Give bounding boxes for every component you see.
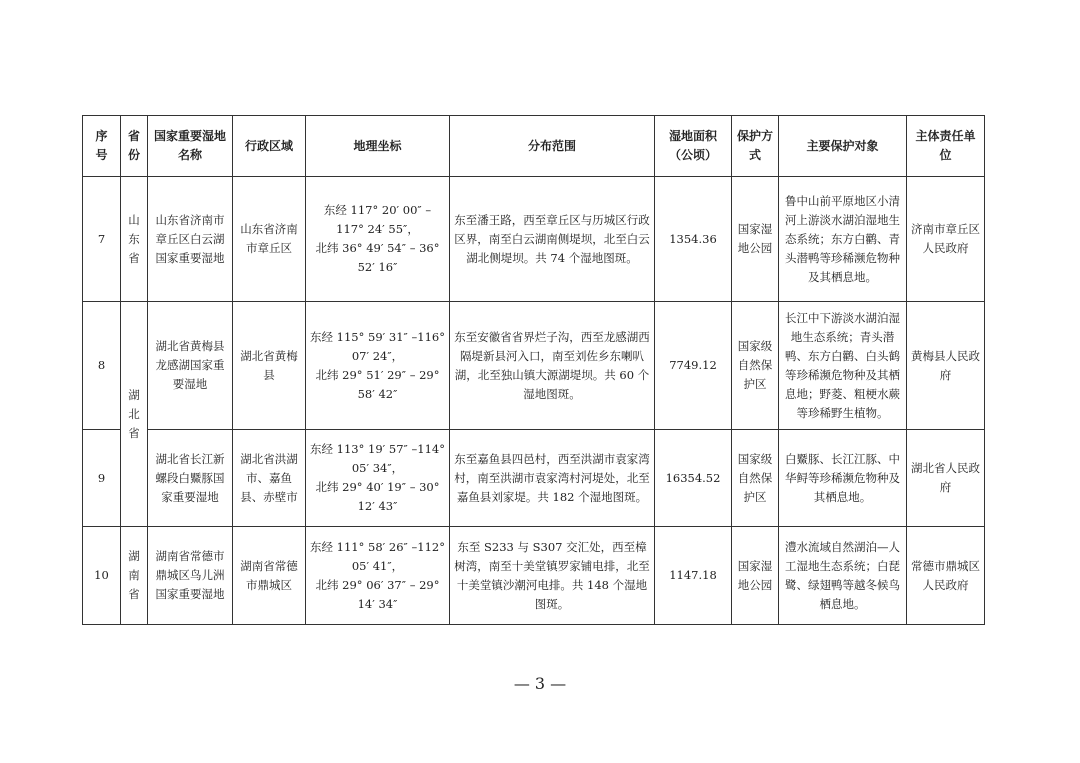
table-row — [83, 177, 985, 302]
header-area: 湿地面积（公顷） — [655, 116, 732, 177]
wetland-table — [82, 115, 985, 625]
row-seq: 7 — [83, 177, 121, 302]
row-protect: 国家级自然保护区 — [732, 302, 779, 430]
header-range: 分布范围 — [450, 116, 655, 177]
row-lon: 东经 113° 19′ 57″ –114° 05′ 34″， — [310, 442, 445, 475]
header-province: 省份 — [121, 116, 148, 177]
row-unit: 济南市章丘区人民政府 — [907, 177, 985, 302]
header-coord: 地理坐标 — [306, 116, 450, 177]
row-range: 东至嘉鱼县四邑村，西至洪湖市袁家湾村，南至洪湖市袁家湾村河堤处，北至嘉鱼县刘家堤。共 182 个湿地图斑。 — [450, 430, 655, 527]
row-seq: 10 — [83, 527, 121, 625]
row-area: 1354.36 — [655, 177, 732, 302]
row-unit: 黄梅县人民政府 — [907, 302, 985, 430]
row-name: 湖北省长江新螺段白鱀豚国家重要湿地 — [148, 430, 233, 527]
row-admin: 湖北省黄梅县 — [233, 302, 306, 430]
header-name: 国家重要湿地名称 — [148, 116, 233, 177]
row-lat: 北纬 29° 40′ 19″ – 30° 12′ 43″ — [315, 480, 440, 513]
row-province: 山东省 — [121, 177, 148, 302]
row-target: 长江中下游淡水湖泊湿地生态系统；青头潜鸭、东方白鹳、白头鹤等珍稀濒危物种及其栖息地；野菱、粗梗水蕨等珍稀野生植物。 — [779, 302, 907, 430]
row-lat: 北纬 36° 49′ 54″ – 36° 52′ 16″ — [315, 241, 440, 274]
row-unit: 湖北省人民政府 — [907, 430, 985, 527]
row-area: 1147.18 — [655, 527, 732, 625]
row-area: 16354.52 — [655, 430, 732, 527]
row-province: 湖南省 — [121, 527, 148, 625]
row-protect: 国家湿地公园 — [732, 527, 779, 625]
row-seq: 9 — [83, 430, 121, 527]
table-row — [83, 527, 985, 625]
row-protect: 国家湿地公园 — [732, 177, 779, 302]
row-target: 澧水流域自然湖泊—人工湿地生态系统；白琵鹭、绿翅鸭等越冬候鸟栖息地。 — [779, 527, 907, 625]
row-lon: 东经 117° 20′ 00″ – 117° 24′ 55″， — [323, 203, 432, 236]
row-admin: 湖北省洪湖市、嘉鱼县、赤壁市 — [233, 430, 306, 527]
header-unit: 主体责任单位 — [907, 116, 985, 177]
row-name: 山东省济南市章丘区白云湖国家重要湿地 — [148, 177, 233, 302]
table-row — [83, 430, 985, 527]
row-target: 白鱀豚、长江江豚、中华鲟等珍稀濒危物种及其栖息地。 — [779, 430, 907, 527]
row-range: 东至潘王路，西至章丘区与历城区行政区界，南至白云湖南侧堤坝，北至白云湖北侧堤坝。共 74 个湿地图斑。 — [450, 177, 655, 302]
table-row — [83, 302, 985, 430]
page-number: — 3 — — [513, 674, 567, 693]
row-admin: 湖南省常德市鼎城区 — [233, 527, 306, 625]
row-province: 湖北省 — [121, 302, 148, 527]
row-admin: 山东省济南市章丘区 — [233, 177, 306, 302]
row-coord — [306, 430, 450, 527]
row-name: 湖北省黄梅县龙感湖国家重要湿地 — [148, 302, 233, 430]
row-lat: 北纬 29° 06′ 37″ – 29° 14′ 34″ — [315, 577, 440, 611]
row-name: 湖南省常德市鼎城区鸟儿洲国家重要湿地 — [148, 527, 233, 625]
header-admin: 行政区域 — [233, 116, 306, 177]
header-target: 主要保护对象 — [779, 116, 907, 177]
row-range: 东至安徽省省界烂子沟，西至龙感湖西隔堤新县河入口，南至刘佐乡东喇叭湖，北至独山镇大源湖堤坝。共 60 个湿地图斑。 — [450, 302, 655, 430]
row-target: 鲁中山前平原地区小清河上游淡水湖泊湿地生态系统；东方白鹳、青头潜鸭等珍稀濒危物种及其栖息地。 — [779, 177, 907, 302]
row-seq: 8 — [83, 302, 121, 430]
row-coord — [306, 302, 450, 430]
row-range: 东至 S233 与 S307 交汇处，西至樟树湾，南至十美堂镇罗家铺电排，北至十美堂镇沙潮河电排。共 148 个湿地图斑。 — [450, 527, 655, 625]
row-lat: 北纬 29° 51′ 29″ – 29° 58′ 42″ — [315, 367, 440, 401]
row-area: 7749.12 — [655, 302, 732, 430]
row-coord — [306, 527, 450, 625]
row-lon: 东经 115° 59′ 31″ –116° 07′ 24″， — [310, 329, 445, 363]
row-unit: 常德市鼎城区人民政府 — [907, 527, 985, 625]
row-protect: 国家级自然保护区 — [732, 430, 779, 527]
header-seq: 序号 — [83, 116, 121, 177]
row-lon: 东经 111° 58′ 26″ –112° 05′ 41″， — [310, 539, 445, 573]
header-protect: 保护方式 — [732, 116, 779, 177]
row-coord — [306, 177, 450, 302]
header-row — [83, 116, 985, 177]
